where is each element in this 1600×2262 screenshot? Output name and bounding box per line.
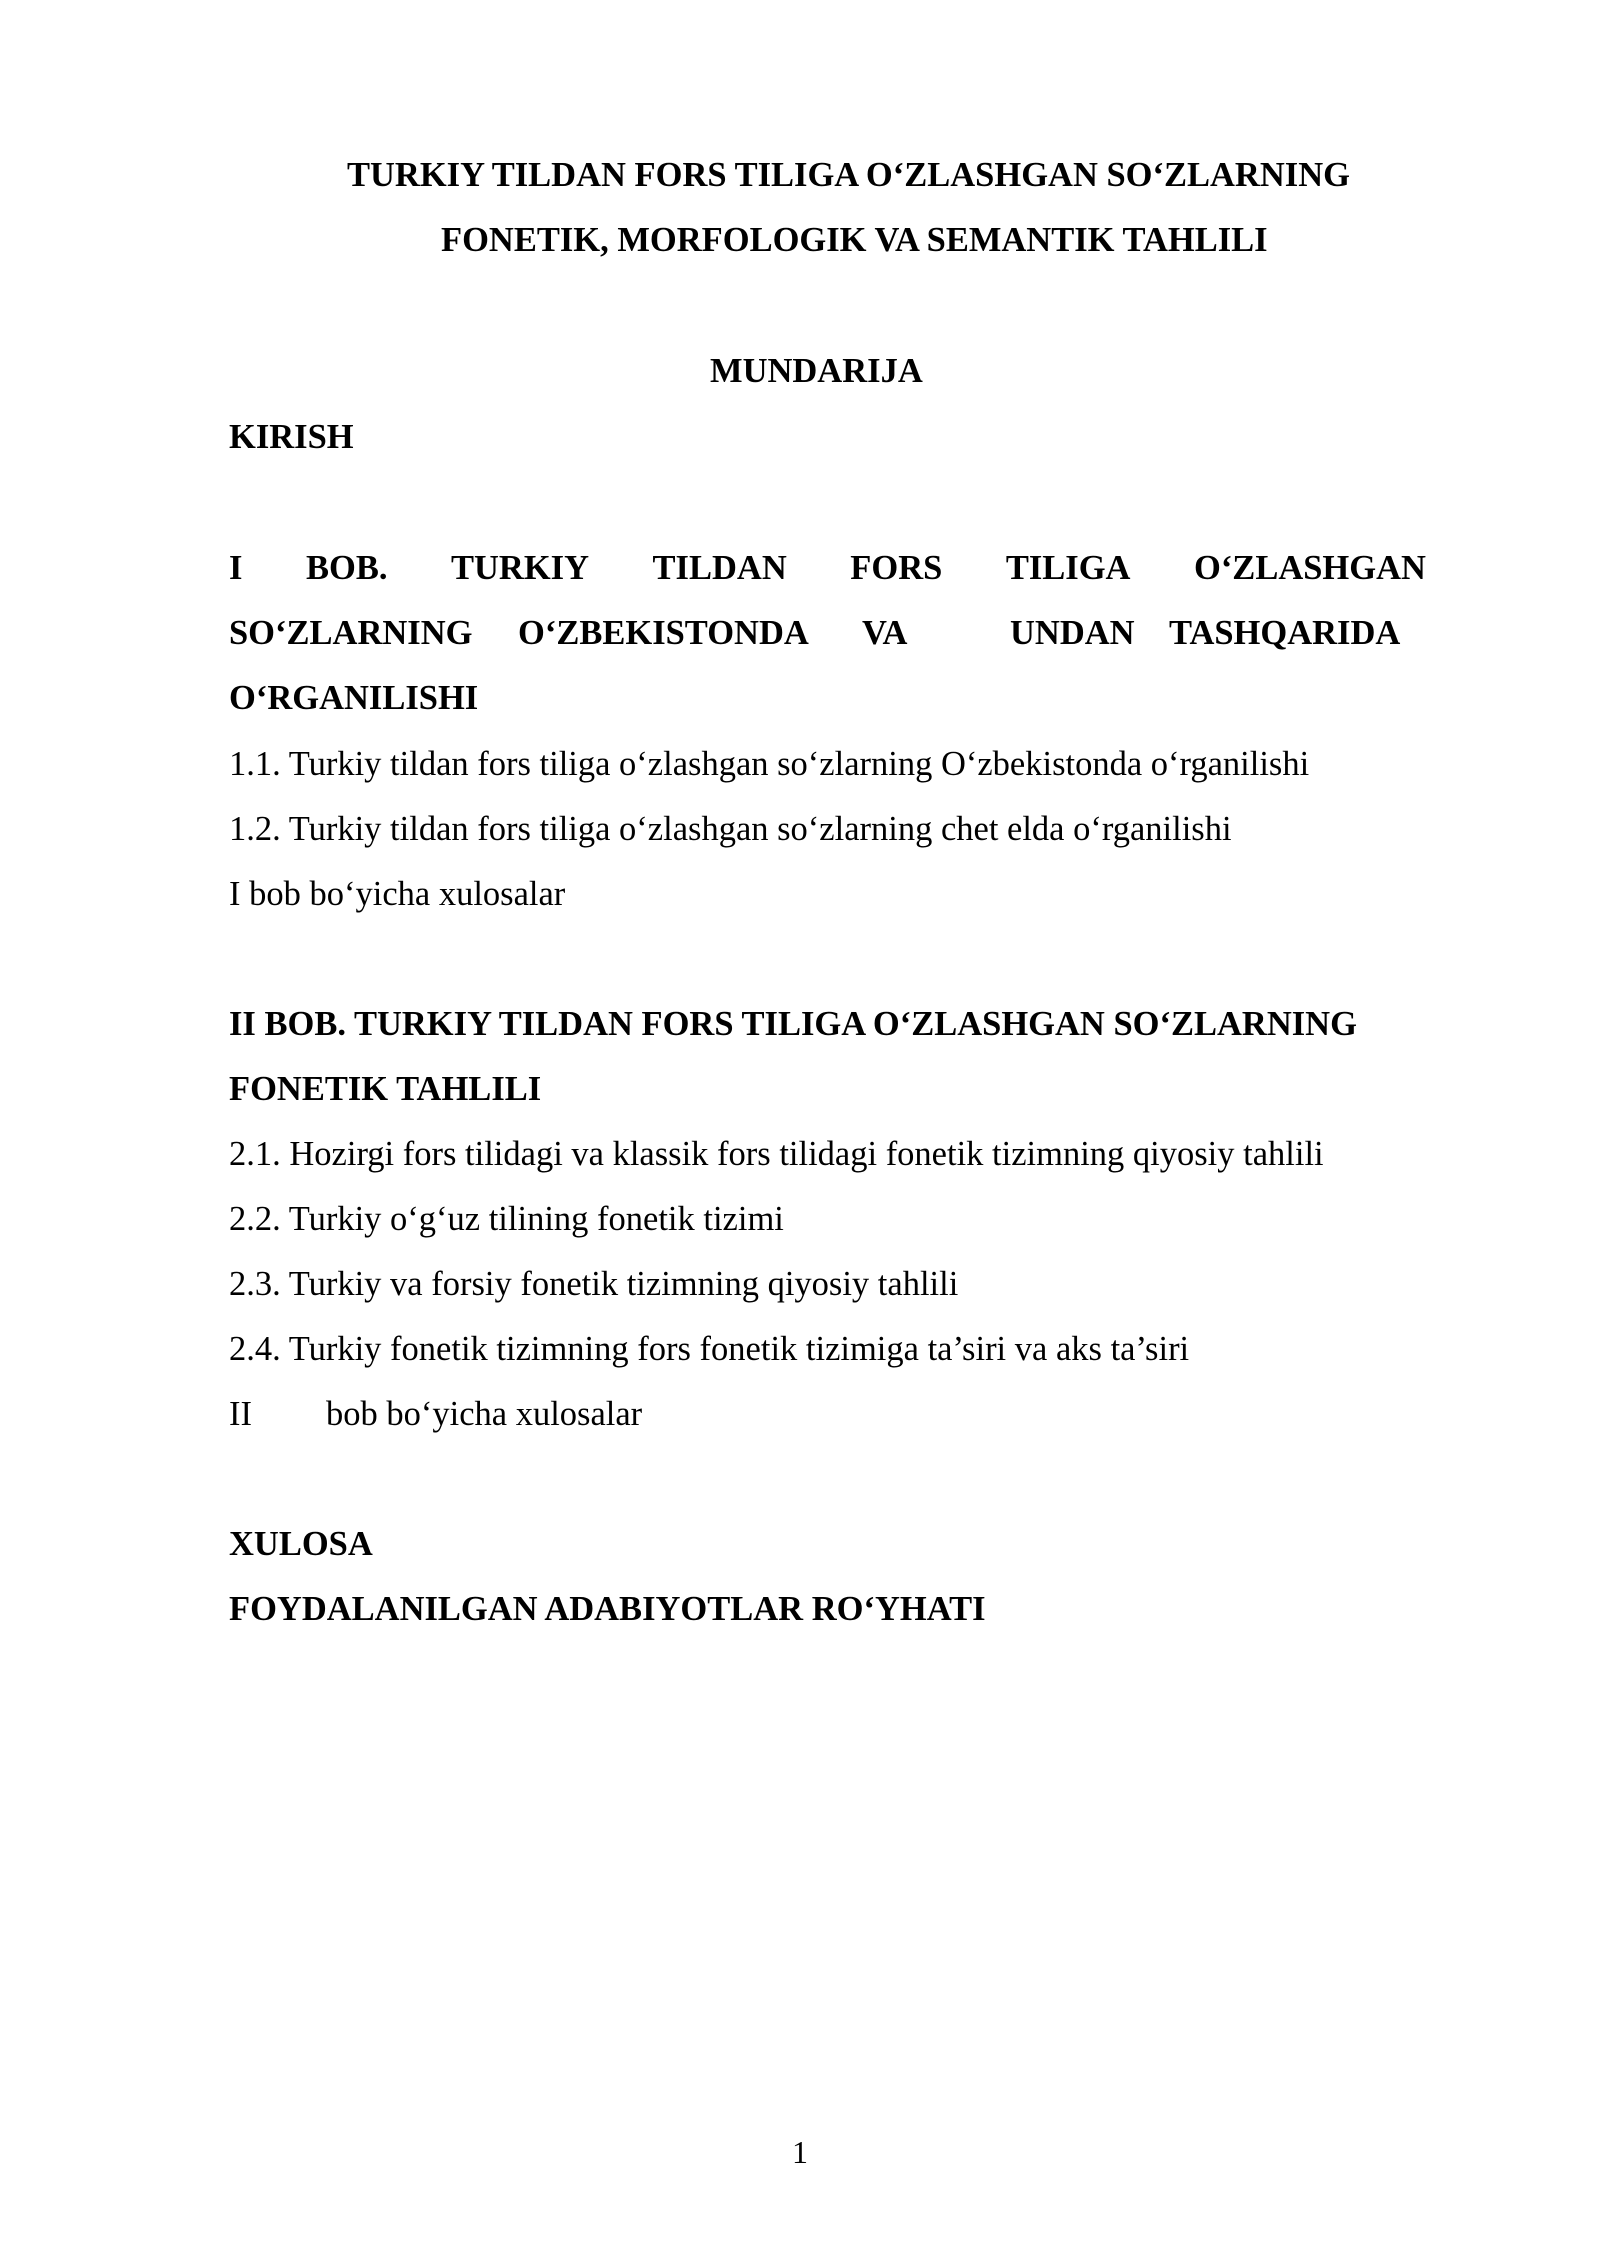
chapter-1-heading-word: TILIGA [1005,549,1131,587]
chapter-1-heading-line-2 [229,613,472,653]
chapter-1-heading-word: O‘ZLASHGAN [1193,549,1426,587]
toc-entry-section: 2.1. Hozirgi fors tilidagi va klassik fors tilidagi fonetik tizimning qiyosiy tahlili [229,1135,1324,1173]
chapter-1-heading-word: TILDAN [652,549,787,587]
chapter-1-heading-word: VA [862,614,908,652]
contents-heading: MUNDARIJA [710,352,923,390]
chapter-2-heading-line-2: FONETIK TAHLILI [229,1070,542,1108]
toc-entry-section: 2.2. Turkiy o‘g‘uz tilining fonetik tizimi [229,1200,784,1238]
toc-entry-references: FOYDALANILGAN ADABIYOTLAR RO‘YHATI [229,1590,986,1628]
toc-entry-section: 2.4. Turkiy fonetik tizimning fors fonetik tizimiga ta’siri va aks ta’siri [229,1330,1190,1368]
toc-entry-section: 1.2. Turkiy tildan fors tiliga o‘zlashgan so‘zlarning chet elda o‘rganilishi [229,810,1232,848]
chapter-1-heading-word: TURKIY [450,549,590,587]
toc-entry-chapter-conclusion: bob bo‘yicha xulosalar [326,1395,643,1433]
chapter-1-heading-word: TASHQARIDA [1169,614,1401,652]
chapter-1-heading-word: FORS [850,549,943,587]
toc-entry-summary: XULOSA [229,1525,373,1563]
document-title-line-1: TURKIY TILDAN FORS TILIGA O‘ZLASHGAN SO‘ZLARNING [347,156,1350,194]
chapter-1-heading-word: UNDAN [1010,614,1135,652]
chapter-2-heading-line-1: II BOB. TURKIY TILDAN FORS TILIGA O‘ZLASHGAN SO‘ZLARNING [229,1005,1357,1043]
chapter-1-heading-line-3: O‘RGANILISHI [229,679,479,717]
chapter-1-heading-word: I [229,549,243,587]
toc-entry-chapter-conclusion-numeral: II [229,1395,252,1433]
chapter-1-heading-line-1 [229,548,1426,588]
document-title-line-2: FONETIK, MORFOLOGIK VA SEMANTIK TAHLILI [441,221,1268,259]
page-number: 1 [792,2134,808,2170]
chapter-1-heading-word: BOB. [305,549,388,587]
toc-entry-section: 2.3. Turkiy va forsiy fonetik tizimning qiyosiy tahlili [229,1265,959,1303]
toc-entry-section: 1.1. Turkiy tildan fors tiliga o‘zlashgan so‘zlarning O‘zbekistonda o‘rganilishi [229,745,1310,783]
toc-entry-intro: KIRISH [229,418,354,456]
toc-entry-chapter-conclusion: I bob bo‘yicha xulosalar [229,875,566,913]
chapter-1-heading-word: SO‘ZLARNING [229,614,473,652]
chapter-1-heading-word: O‘ZBEKISTONDA [518,614,809,652]
